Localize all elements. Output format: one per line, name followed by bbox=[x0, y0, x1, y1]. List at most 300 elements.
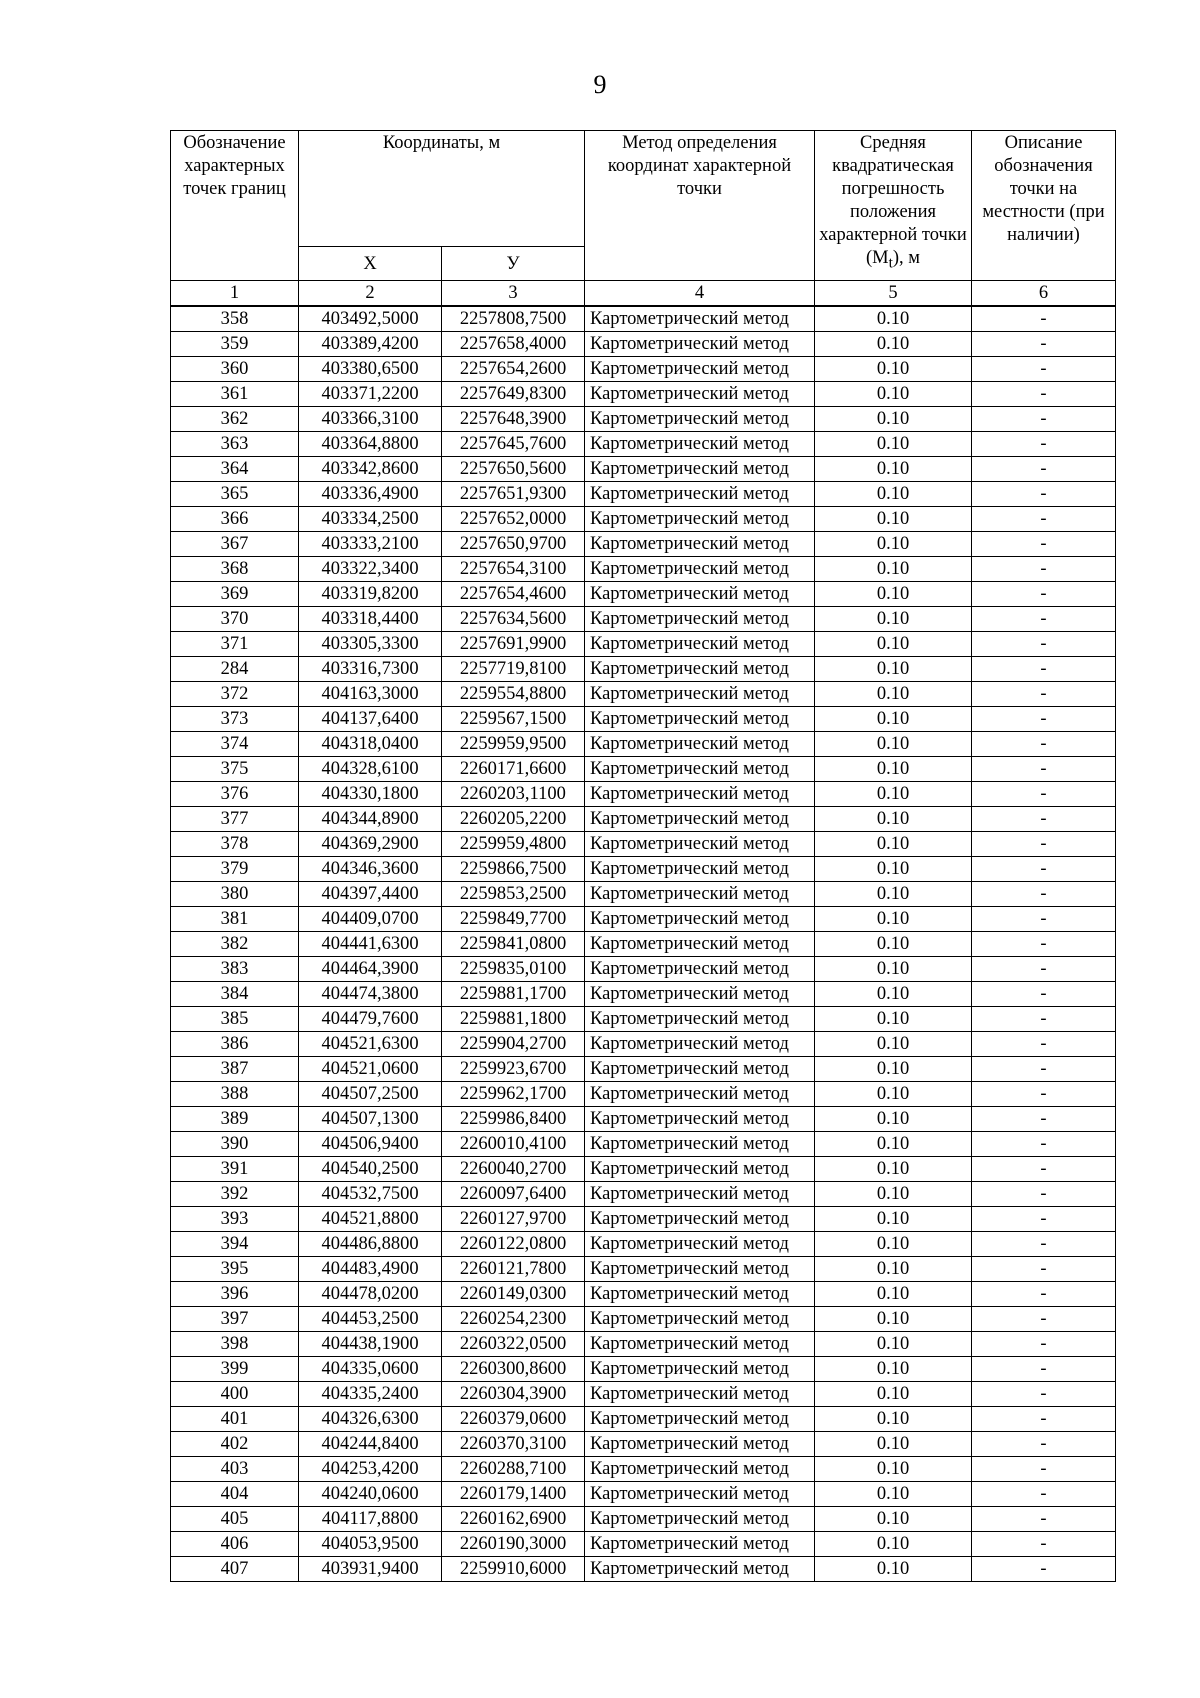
x-coordinate-cell: 403931,9400 bbox=[299, 1557, 442, 1582]
y-coordinate-cell: 2257654,2600 bbox=[442, 357, 585, 382]
method-cell: Картометрический метод bbox=[585, 1232, 815, 1257]
header-description: Описание обозначения точки на местности (при наличии) bbox=[972, 131, 1116, 281]
description-cell: - bbox=[972, 432, 1116, 457]
table-row bbox=[171, 1507, 1116, 1532]
point-id-cell: 378 bbox=[171, 832, 299, 857]
point-id-cell: 395 bbox=[171, 1257, 299, 1282]
y-coordinate-cell: 2257719,8100 bbox=[442, 657, 585, 682]
error-cell: 0.10 bbox=[815, 1207, 972, 1232]
description-cell: - bbox=[972, 507, 1116, 532]
table-row bbox=[171, 657, 1116, 682]
error-cell: 0.10 bbox=[815, 1307, 972, 1332]
table-row bbox=[171, 707, 1116, 732]
method-cell: Картометрический метод bbox=[585, 507, 815, 532]
description-cell: - bbox=[972, 782, 1116, 807]
method-cell: Картометрический метод bbox=[585, 1057, 815, 1082]
x-coordinate-cell: 404328,6100 bbox=[299, 757, 442, 782]
x-coordinate-cell: 404453,2500 bbox=[299, 1307, 442, 1332]
y-coordinate-cell: 2259881,1700 bbox=[442, 982, 585, 1007]
y-coordinate-cell: 2257649,8300 bbox=[442, 382, 585, 407]
y-coordinate-cell: 2259567,1500 bbox=[442, 707, 585, 732]
x-coordinate-cell: 403319,8200 bbox=[299, 582, 442, 607]
point-id-cell: 374 bbox=[171, 732, 299, 757]
point-id-cell: 363 bbox=[171, 432, 299, 457]
point-id-cell: 362 bbox=[171, 407, 299, 432]
error-cell: 0.10 bbox=[815, 1532, 972, 1557]
x-coordinate-cell: 403342,8600 bbox=[299, 457, 442, 482]
x-coordinate-cell: 404244,8400 bbox=[299, 1432, 442, 1457]
method-cell: Картометрический метод bbox=[585, 332, 815, 357]
error-cell: 0.10 bbox=[815, 1557, 972, 1582]
table-row bbox=[171, 557, 1116, 582]
method-cell: Картометрический метод bbox=[585, 757, 815, 782]
x-coordinate-cell: 404506,9400 bbox=[299, 1132, 442, 1157]
method-cell: Картометрический метод bbox=[585, 1182, 815, 1207]
error-cell: 0.10 bbox=[815, 382, 972, 407]
error-cell: 0.10 bbox=[815, 532, 972, 557]
x-coordinate-cell: 403316,7300 bbox=[299, 657, 442, 682]
x-coordinate-cell: 404344,8900 bbox=[299, 807, 442, 832]
y-coordinate-cell: 2260205,2200 bbox=[442, 807, 585, 832]
description-cell: - bbox=[972, 1382, 1116, 1407]
description-cell: - bbox=[972, 882, 1116, 907]
y-coordinate-cell: 2260379,0600 bbox=[442, 1407, 585, 1432]
y-coordinate-cell: 2257808,7500 bbox=[442, 306, 585, 332]
y-coordinate-cell: 2260288,7100 bbox=[442, 1457, 585, 1482]
error-cell: 0.10 bbox=[815, 457, 972, 482]
method-cell: Картометрический метод bbox=[585, 1482, 815, 1507]
method-cell: Картометрический метод bbox=[585, 432, 815, 457]
header-x: Х bbox=[299, 247, 442, 281]
x-coordinate-cell: 404540,2500 bbox=[299, 1157, 442, 1182]
point-id-cell: 381 bbox=[171, 907, 299, 932]
point-id-cell: 379 bbox=[171, 857, 299, 882]
description-cell: - bbox=[972, 957, 1116, 982]
method-cell: Картометрический метод bbox=[585, 1132, 815, 1157]
table-row bbox=[171, 957, 1116, 982]
x-coordinate-cell: 404486,8800 bbox=[299, 1232, 442, 1257]
x-coordinate-cell: 404335,2400 bbox=[299, 1382, 442, 1407]
y-coordinate-cell: 2259904,2700 bbox=[442, 1032, 585, 1057]
method-cell: Картометрический метод bbox=[585, 1107, 815, 1132]
error-cell: 0.10 bbox=[815, 482, 972, 507]
x-coordinate-cell: 404117,8800 bbox=[299, 1507, 442, 1532]
y-coordinate-cell: 2259841,0800 bbox=[442, 932, 585, 957]
page-number: 9 bbox=[593, 70, 607, 99]
table-row bbox=[171, 532, 1116, 557]
y-coordinate-cell: 2257691,9900 bbox=[442, 632, 585, 657]
x-coordinate-cell: 404521,6300 bbox=[299, 1032, 442, 1057]
method-cell: Картометрический метод bbox=[585, 1382, 815, 1407]
point-id-cell: 391 bbox=[171, 1157, 299, 1182]
table-row bbox=[171, 1082, 1116, 1107]
table-row bbox=[171, 782, 1116, 807]
x-coordinate-cell: 404507,1300 bbox=[299, 1107, 442, 1132]
description-cell: - bbox=[972, 482, 1116, 507]
point-id-cell: 376 bbox=[171, 782, 299, 807]
point-id-cell: 367 bbox=[171, 532, 299, 557]
error-cell: 0.10 bbox=[815, 1107, 972, 1132]
table-row bbox=[171, 1332, 1116, 1357]
table-row bbox=[171, 1182, 1116, 1207]
x-coordinate-cell: 404479,7600 bbox=[299, 1007, 442, 1032]
error-cell: 0.10 bbox=[815, 957, 972, 982]
y-coordinate-cell: 2260127,9700 bbox=[442, 1207, 585, 1232]
x-coordinate-cell: 404053,9500 bbox=[299, 1532, 442, 1557]
method-cell: Картометрический метод bbox=[585, 1557, 815, 1582]
description-cell: - bbox=[972, 932, 1116, 957]
point-id-cell: 388 bbox=[171, 1082, 299, 1107]
table-row bbox=[171, 482, 1116, 507]
point-id-cell: 399 bbox=[171, 1357, 299, 1382]
point-id-cell: 387 bbox=[171, 1057, 299, 1082]
description-cell: - bbox=[972, 1207, 1116, 1232]
y-coordinate-cell: 2257634,5600 bbox=[442, 607, 585, 632]
x-coordinate-cell: 404483,4900 bbox=[299, 1257, 442, 1282]
error-cell: 0.10 bbox=[815, 907, 972, 932]
method-cell: Картометрический метод bbox=[585, 1532, 815, 1557]
method-cell: Картометрический метод bbox=[585, 457, 815, 482]
description-cell: - bbox=[972, 757, 1116, 782]
table-row bbox=[171, 582, 1116, 607]
y-coordinate-cell: 2259923,6700 bbox=[442, 1057, 585, 1082]
point-id-cell: 372 bbox=[171, 682, 299, 707]
y-coordinate-cell: 2259881,1800 bbox=[442, 1007, 585, 1032]
description-cell: - bbox=[972, 632, 1116, 657]
method-cell: Картометрический метод bbox=[585, 607, 815, 632]
point-id-cell: 402 bbox=[171, 1432, 299, 1457]
point-id-cell: 382 bbox=[171, 932, 299, 957]
x-coordinate-cell: 403333,2100 bbox=[299, 532, 442, 557]
description-cell: - bbox=[972, 1357, 1116, 1382]
method-cell: Картометрический метод bbox=[585, 1257, 815, 1282]
description-cell: - bbox=[972, 807, 1116, 832]
x-coordinate-cell: 404478,0200 bbox=[299, 1282, 442, 1307]
description-cell: - bbox=[972, 1057, 1116, 1082]
description-cell: - bbox=[972, 1507, 1116, 1532]
description-cell: - bbox=[972, 857, 1116, 882]
method-cell: Картометрический метод bbox=[585, 932, 815, 957]
column-number: 6 bbox=[972, 281, 1116, 307]
method-cell: Картометрический метод bbox=[585, 1307, 815, 1332]
point-id-cell: 384 bbox=[171, 982, 299, 1007]
x-coordinate-cell: 403334,2500 bbox=[299, 507, 442, 532]
error-cell: 0.10 bbox=[815, 632, 972, 657]
point-id-cell: 369 bbox=[171, 582, 299, 607]
error-cell: 0.10 bbox=[815, 882, 972, 907]
x-coordinate-cell: 404318,0400 bbox=[299, 732, 442, 757]
method-cell: Картометрический метод bbox=[585, 1082, 815, 1107]
x-coordinate-cell: 404474,3800 bbox=[299, 982, 442, 1007]
error-cell: 0.10 bbox=[815, 432, 972, 457]
point-id-cell: 373 bbox=[171, 707, 299, 732]
error-cell: 0.10 bbox=[815, 1432, 972, 1457]
point-id-cell: 365 bbox=[171, 482, 299, 507]
point-id-cell: 380 bbox=[171, 882, 299, 907]
table-row bbox=[171, 832, 1116, 857]
description-cell: - bbox=[972, 357, 1116, 382]
method-cell: Картометрический метод bbox=[585, 482, 815, 507]
error-cell: 0.10 bbox=[815, 1007, 972, 1032]
description-cell: - bbox=[972, 907, 1116, 932]
y-coordinate-cell: 2260322,0500 bbox=[442, 1332, 585, 1357]
x-coordinate-cell: 403305,3300 bbox=[299, 632, 442, 657]
method-cell: Картометрический метод bbox=[585, 407, 815, 432]
y-coordinate-cell: 2257654,3100 bbox=[442, 557, 585, 582]
error-cell: 0.10 bbox=[815, 1257, 972, 1282]
y-coordinate-cell: 2260097,6400 bbox=[442, 1182, 585, 1207]
point-id-cell: 377 bbox=[171, 807, 299, 832]
method-cell: Картометрический метод bbox=[585, 807, 815, 832]
x-coordinate-cell: 404521,8800 bbox=[299, 1207, 442, 1232]
x-coordinate-cell: 404464,3900 bbox=[299, 957, 442, 982]
error-cell: 0.10 bbox=[815, 332, 972, 357]
method-cell: Картометрический метод bbox=[585, 1007, 815, 1032]
point-id-cell: 385 bbox=[171, 1007, 299, 1032]
x-coordinate-cell: 403366,3100 bbox=[299, 407, 442, 432]
y-coordinate-cell: 2260370,3100 bbox=[442, 1432, 585, 1457]
error-cell: 0.10 bbox=[815, 1357, 972, 1382]
error-cell: 0.10 bbox=[815, 1457, 972, 1482]
point-id-cell: 400 bbox=[171, 1382, 299, 1407]
point-id-cell: 397 bbox=[171, 1307, 299, 1332]
y-coordinate-cell: 2260179,1400 bbox=[442, 1482, 585, 1507]
description-cell: - bbox=[972, 1282, 1116, 1307]
table-row bbox=[171, 1257, 1116, 1282]
x-coordinate-cell: 404335,0600 bbox=[299, 1357, 442, 1382]
header-error-subscript: t bbox=[888, 254, 893, 272]
method-cell: Картометрический метод bbox=[585, 782, 815, 807]
error-cell: 0.10 bbox=[815, 1032, 972, 1057]
y-coordinate-cell: 2259853,2500 bbox=[442, 882, 585, 907]
y-coordinate-cell: 2259959,9500 bbox=[442, 732, 585, 757]
description-cell: - bbox=[972, 1557, 1116, 1582]
method-cell: Картометрический метод bbox=[585, 1407, 815, 1432]
point-id-cell: 375 bbox=[171, 757, 299, 782]
x-coordinate-cell: 404532,7500 bbox=[299, 1182, 442, 1207]
table-row bbox=[171, 332, 1116, 357]
y-coordinate-cell: 2260304,3900 bbox=[442, 1382, 585, 1407]
description-cell: - bbox=[972, 1232, 1116, 1257]
method-cell: Картометрический метод bbox=[585, 857, 815, 882]
table-row bbox=[171, 1307, 1116, 1332]
description-cell: - bbox=[972, 982, 1116, 1007]
description-cell: - bbox=[972, 457, 1116, 482]
method-cell: Картометрический метод bbox=[585, 832, 815, 857]
table-row bbox=[171, 382, 1116, 407]
method-cell: Картометрический метод bbox=[585, 882, 815, 907]
method-cell: Картометрический метод bbox=[585, 1507, 815, 1532]
error-cell: 0.10 bbox=[815, 1057, 972, 1082]
point-id-cell: 386 bbox=[171, 1032, 299, 1057]
table-row bbox=[171, 1482, 1116, 1507]
error-cell: 0.10 bbox=[815, 1132, 972, 1157]
x-coordinate-cell: 404441,6300 bbox=[299, 932, 442, 957]
description-cell: - bbox=[972, 1007, 1116, 1032]
header-point-designation: Обозначение характерных точек границ bbox=[171, 131, 299, 281]
point-id-cell: 396 bbox=[171, 1282, 299, 1307]
error-cell: 0.10 bbox=[815, 1382, 972, 1407]
x-coordinate-cell: 404326,6300 bbox=[299, 1407, 442, 1432]
error-cell: 0.10 bbox=[815, 1157, 972, 1182]
x-coordinate-cell: 403364,8800 bbox=[299, 432, 442, 457]
y-coordinate-cell: 2257652,0000 bbox=[442, 507, 585, 532]
table-row bbox=[171, 1432, 1116, 1457]
x-coordinate-cell: 404253,4200 bbox=[299, 1457, 442, 1482]
error-cell: 0.10 bbox=[815, 732, 972, 757]
method-cell: Картометрический метод bbox=[585, 982, 815, 1007]
description-cell: - bbox=[972, 1307, 1116, 1332]
description-cell: - bbox=[972, 682, 1116, 707]
description-cell: - bbox=[972, 607, 1116, 632]
table-row bbox=[171, 682, 1116, 707]
table-row bbox=[171, 1457, 1116, 1482]
method-cell: Картометрический метод bbox=[585, 907, 815, 932]
table-body bbox=[171, 306, 1116, 1582]
point-id-cell: 392 bbox=[171, 1182, 299, 1207]
description-cell: - bbox=[972, 332, 1116, 357]
table-row bbox=[171, 1407, 1116, 1432]
y-coordinate-cell: 2257651,9300 bbox=[442, 482, 585, 507]
x-coordinate-cell: 403371,2200 bbox=[299, 382, 442, 407]
point-id-cell: 390 bbox=[171, 1132, 299, 1157]
y-coordinate-cell: 2260122,0800 bbox=[442, 1232, 585, 1257]
description-cell: - bbox=[972, 407, 1116, 432]
x-coordinate-cell: 404137,6400 bbox=[299, 707, 442, 732]
description-cell: - bbox=[972, 1032, 1116, 1057]
description-cell: - bbox=[972, 732, 1116, 757]
point-id-cell: 383 bbox=[171, 957, 299, 982]
error-cell: 0.10 bbox=[815, 1332, 972, 1357]
method-cell: Картометрический метод bbox=[585, 632, 815, 657]
header-coordinates: Координаты, м bbox=[299, 131, 585, 247]
description-cell: - bbox=[972, 557, 1116, 582]
x-coordinate-cell: 404409,0700 bbox=[299, 907, 442, 932]
column-numbers-row bbox=[171, 281, 1116, 307]
column-number: 1 bbox=[171, 281, 299, 307]
point-id-cell: 403 bbox=[171, 1457, 299, 1482]
table-row bbox=[171, 407, 1116, 432]
point-id-cell: 389 bbox=[171, 1107, 299, 1132]
table-row bbox=[171, 607, 1116, 632]
point-id-cell: 406 bbox=[171, 1532, 299, 1557]
point-id-cell: 407 bbox=[171, 1557, 299, 1582]
method-cell: Картометрический метод bbox=[585, 582, 815, 607]
y-coordinate-cell: 2260300,8600 bbox=[442, 1357, 585, 1382]
description-cell: - bbox=[972, 582, 1116, 607]
y-coordinate-cell: 2260190,3000 bbox=[442, 1532, 585, 1557]
error-cell: 0.10 bbox=[815, 807, 972, 832]
method-cell: Картометрический метод bbox=[585, 682, 815, 707]
description-cell: - bbox=[972, 1082, 1116, 1107]
description-cell: - bbox=[972, 832, 1116, 857]
description-cell: - bbox=[972, 1157, 1116, 1182]
y-coordinate-cell: 2260040,2700 bbox=[442, 1157, 585, 1182]
x-coordinate-cell: 404330,1800 bbox=[299, 782, 442, 807]
x-coordinate-cell: 404397,4400 bbox=[299, 882, 442, 907]
description-cell: - bbox=[972, 1107, 1116, 1132]
table-row bbox=[171, 732, 1116, 757]
x-coordinate-cell: 404507,2500 bbox=[299, 1082, 442, 1107]
table-row bbox=[171, 1132, 1116, 1157]
point-id-cell: 364 bbox=[171, 457, 299, 482]
table-row bbox=[171, 1157, 1116, 1182]
y-coordinate-cell: 2260162,6900 bbox=[442, 1507, 585, 1532]
error-cell: 0.10 bbox=[815, 982, 972, 1007]
y-coordinate-cell: 2259849,7700 bbox=[442, 907, 585, 932]
y-coordinate-cell: 2257645,7600 bbox=[442, 432, 585, 457]
table-row bbox=[171, 306, 1116, 332]
method-cell: Картометрический метод bbox=[585, 732, 815, 757]
y-coordinate-cell: 2257648,3900 bbox=[442, 407, 585, 432]
column-number: 4 bbox=[585, 281, 815, 307]
error-cell: 0.10 bbox=[815, 857, 972, 882]
error-cell: 0.10 bbox=[815, 932, 972, 957]
description-cell: - bbox=[972, 1482, 1116, 1507]
description-cell: - bbox=[972, 1332, 1116, 1357]
error-cell: 0.10 bbox=[815, 557, 972, 582]
error-cell: 0.10 bbox=[815, 582, 972, 607]
x-coordinate-cell: 403380,6500 bbox=[299, 357, 442, 382]
error-cell: 0.10 bbox=[815, 507, 972, 532]
error-cell: 0.10 bbox=[815, 782, 972, 807]
y-coordinate-cell: 2260171,6600 bbox=[442, 757, 585, 782]
method-cell: Картометрический метод bbox=[585, 532, 815, 557]
table-row bbox=[171, 1532, 1116, 1557]
table-row bbox=[171, 1382, 1116, 1407]
table-row bbox=[171, 507, 1116, 532]
method-cell: Картометрический метод bbox=[585, 357, 815, 382]
error-cell: 0.10 bbox=[815, 607, 972, 632]
point-id-cell: 371 bbox=[171, 632, 299, 657]
x-coordinate-cell: 404438,1900 bbox=[299, 1332, 442, 1357]
y-coordinate-cell: 2259910,6000 bbox=[442, 1557, 585, 1582]
description-cell: - bbox=[972, 1182, 1116, 1207]
error-cell: 0.10 bbox=[815, 757, 972, 782]
y-coordinate-cell: 2257658,4000 bbox=[442, 332, 585, 357]
y-coordinate-cell: 2260010,4100 bbox=[442, 1132, 585, 1157]
x-coordinate-cell: 404521,0600 bbox=[299, 1057, 442, 1082]
description-cell: - bbox=[972, 707, 1116, 732]
point-id-cell: 401 bbox=[171, 1407, 299, 1432]
point-id-cell: 370 bbox=[171, 607, 299, 632]
error-cell: 0.10 bbox=[815, 832, 972, 857]
method-cell: Картометрический метод bbox=[585, 707, 815, 732]
method-cell: Картометрический метод bbox=[585, 1332, 815, 1357]
method-cell: Картометрический метод bbox=[585, 957, 815, 982]
y-coordinate-cell: 2260121,7800 bbox=[442, 1257, 585, 1282]
y-coordinate-cell: 2260254,2300 bbox=[442, 1307, 585, 1332]
y-coordinate-cell: 2260149,0300 bbox=[442, 1282, 585, 1307]
table-row bbox=[171, 1557, 1116, 1582]
x-coordinate-cell: 403389,4200 bbox=[299, 332, 442, 357]
table-row bbox=[171, 632, 1116, 657]
method-cell: Картометрический метод bbox=[585, 1432, 815, 1457]
point-id-cell: 398 bbox=[171, 1332, 299, 1357]
error-cell: 0.10 bbox=[815, 1282, 972, 1307]
method-cell: Картометрический метод bbox=[585, 306, 815, 332]
column-number: 5 bbox=[815, 281, 972, 307]
description-cell: - bbox=[972, 382, 1116, 407]
table-row bbox=[171, 1057, 1116, 1082]
point-id-cell: 361 bbox=[171, 382, 299, 407]
method-cell: Картометрический метод bbox=[585, 382, 815, 407]
header-y: У bbox=[442, 247, 585, 281]
coordinates-table bbox=[170, 130, 1116, 1582]
point-id-cell: 366 bbox=[171, 507, 299, 532]
y-coordinate-cell: 2257650,5600 bbox=[442, 457, 585, 482]
table-row bbox=[171, 907, 1116, 932]
